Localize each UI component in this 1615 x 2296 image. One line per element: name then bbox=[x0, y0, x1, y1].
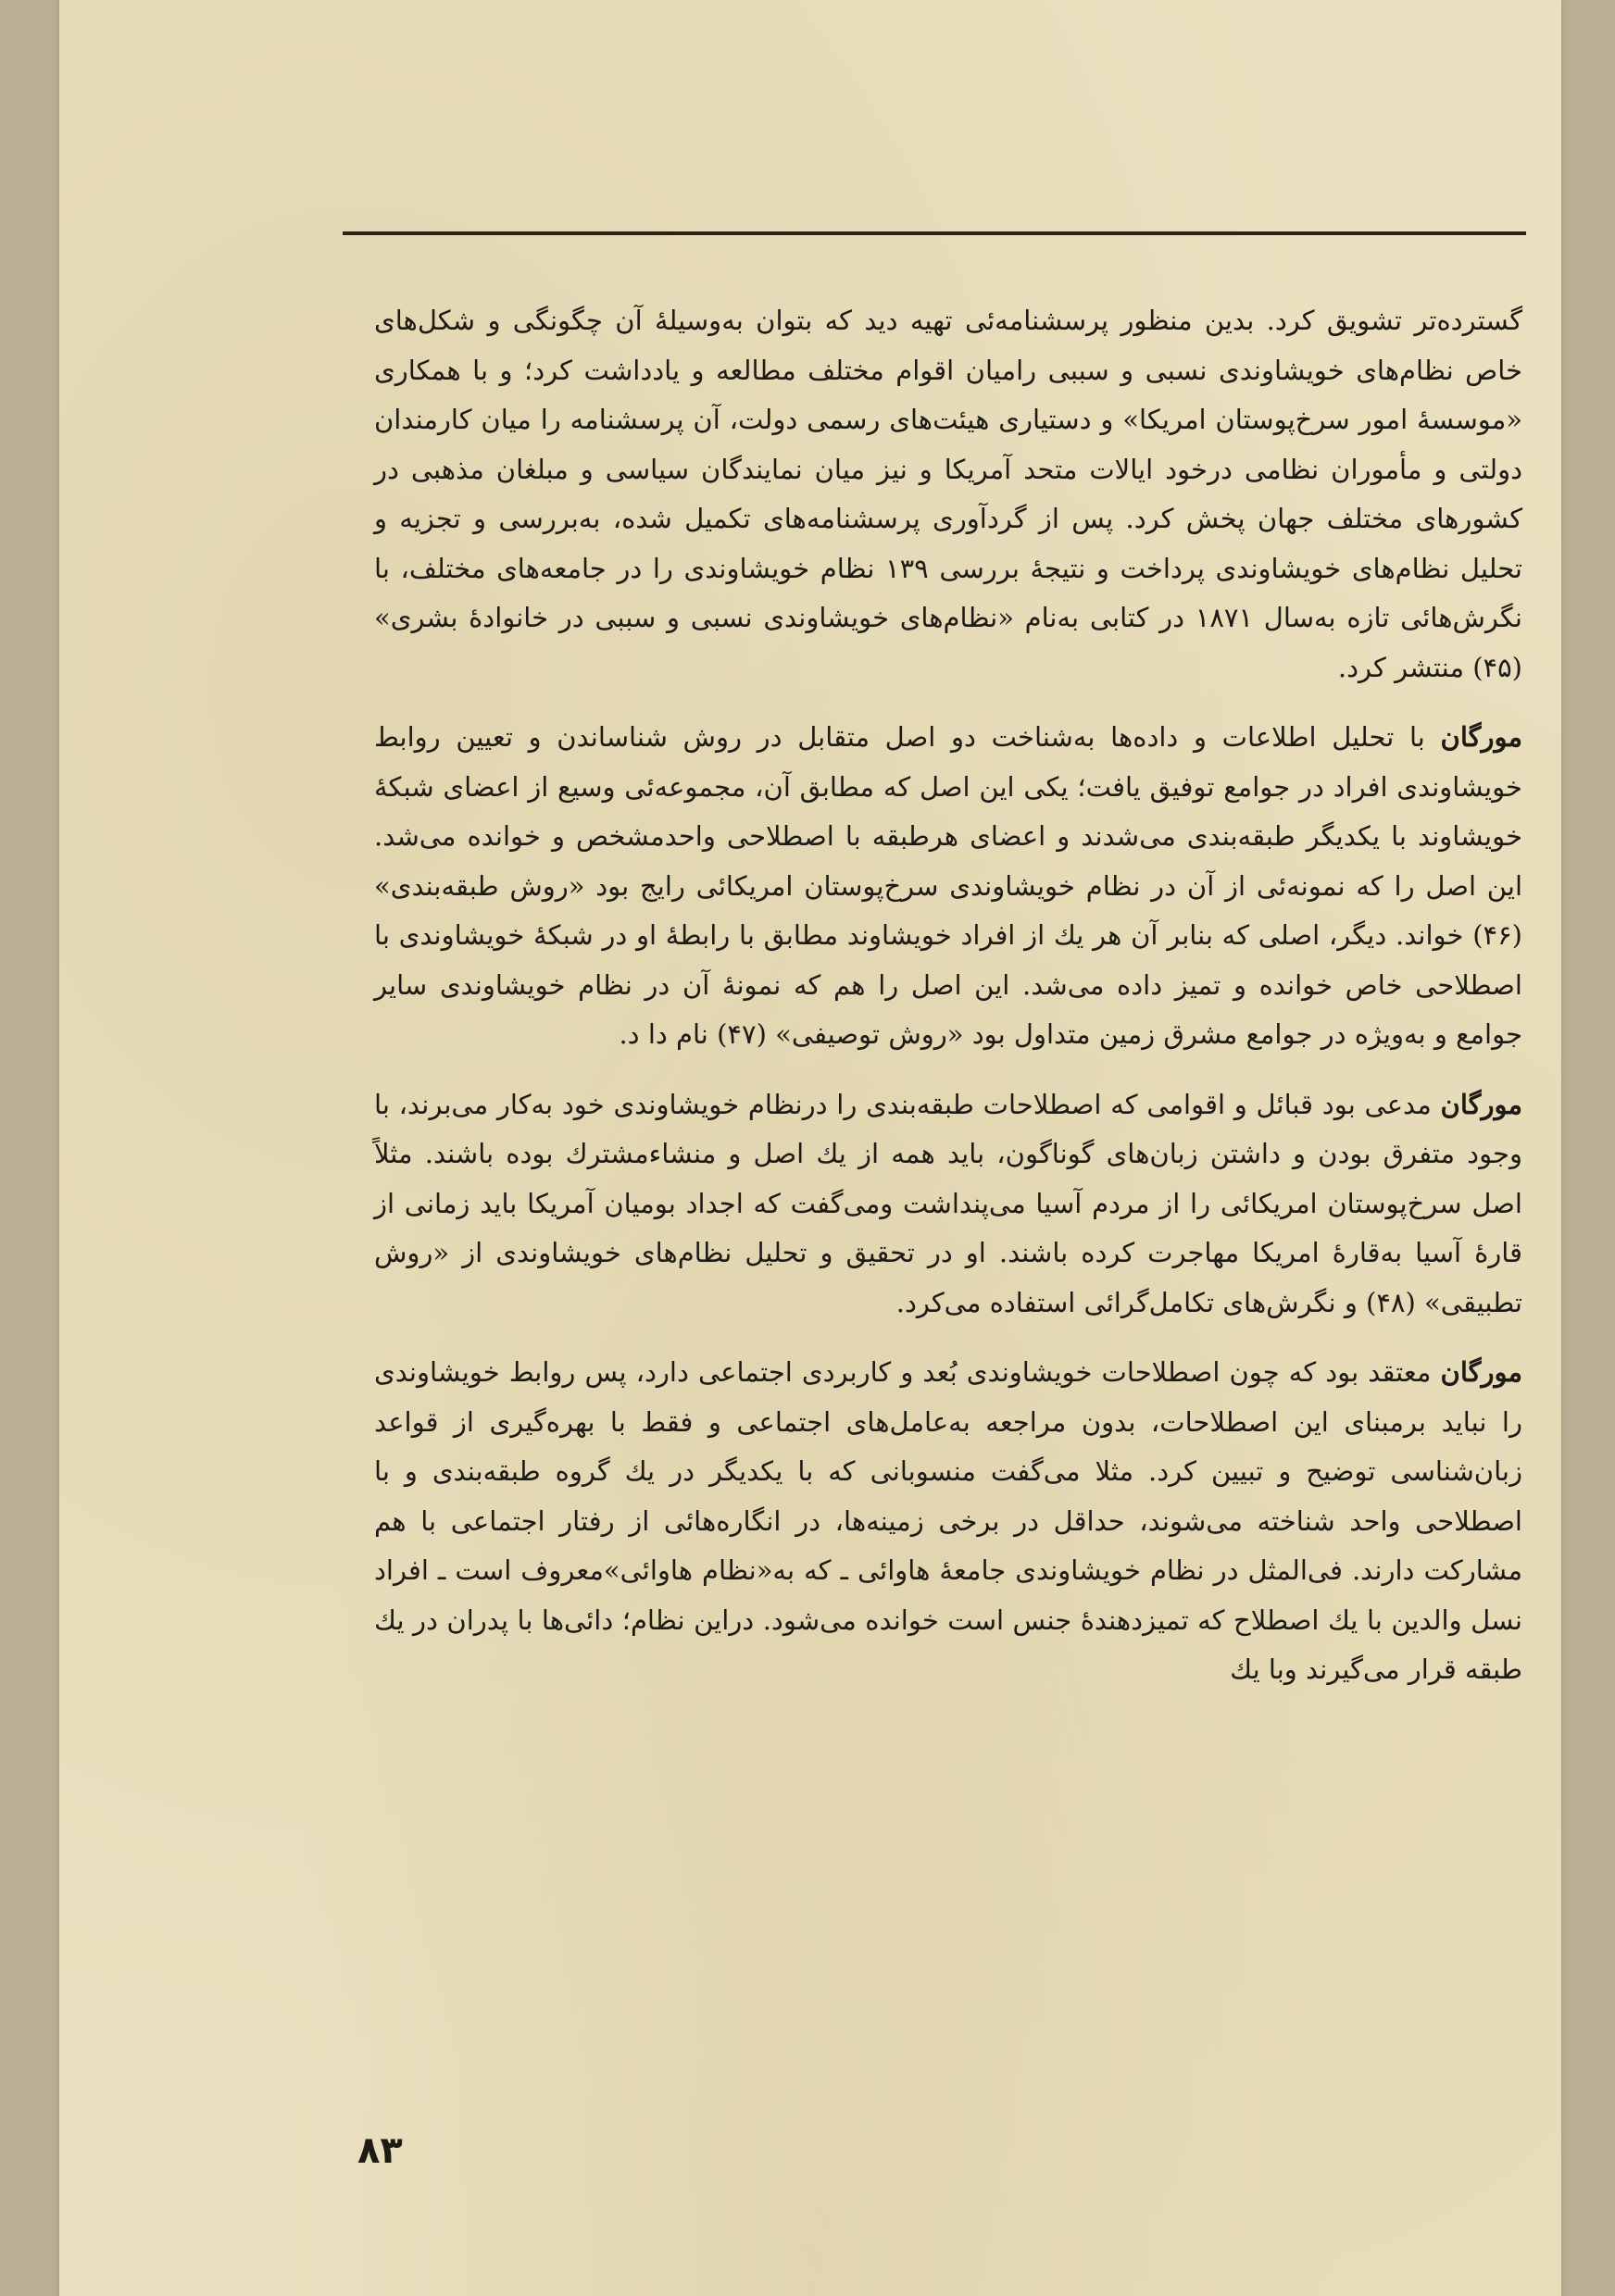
header-rule bbox=[343, 231, 1526, 235]
paragraph-3 bbox=[374, 1080, 1522, 1329]
book-page bbox=[59, 0, 1561, 2296]
paragraph-2 bbox=[374, 713, 1522, 1060]
paragraph-3-lead: مورگان bbox=[1440, 1088, 1522, 1120]
paragraph-3-text: مدعی بود قبائل و اقوامی که اصطلاحات طبقه‌بندی را درنظام خویشاوندی خود به‌کار می‌برند، با وجود متفرق بودن و داشتن زبان‌های گوناگون، باید همه از یك اصل و منشاءمشترك بوده باشند. مثلاً اصل سرخ‌پوستان امریکائی را از مردم آسیا می‌پنداشت ومی‌گفت که اجداد بومیان آمریکا باید زمانی از قارهٔ آسیا به‌قارهٔ امریکا مهاجرت کرده باشند. او در تحقیق و تحلیل نظام‌های خویشاوندی از «روش تطبیقی» (۴۸) و نگرش‌های تکامل‌گرائی استفاده می‌کرد. bbox=[374, 1088, 1522, 1318]
paragraph-2-text: با تحلیل اطلاعات و داده‌ها به‌شناخت دو اصل متقابل در روش شناساندن و تعیین روابط خویشاوندی افراد در جوامع توفیق یافت؛ یکی این اصل که مطابق آن، مجموعه‌ئی وسیع از اعضای شبکهٔ خویشاوند با یکدیگر طبقه‌بندی می‌شدند و اعضای هرطبقه با اصطلاحی واحدمشخص و خوانده می‌شد. این اصل را که نمونه‌ئی از آن در نظام خویشاوندی سرخ‌پوستان امریکائی رایج بود «روش طبقه‌بندی» (۴۶) خواند. دیگر، اصلی که بنابر آن هر یك از افراد خویشاوند مطابق با رابطهٔ او در شبکهٔ خویشاوندی با اصطلاحی خاص خوانده و تمیز داده می‌شد. این اصل را هم که نمونهٔ آن در نظام خویشاوندی سایر جوامع و به‌ویژه در جوامع مشرق زمین متداول بود «روش توصیفی» (۴۷) نام دا د. bbox=[374, 721, 1522, 1050]
paragraph-2-lead: مورگان bbox=[1440, 721, 1523, 753]
page-number: ۸۳ bbox=[357, 2129, 403, 2172]
paragraph-1-text: گسترده‌تر تشویق کرد. بدین منظور پرسشنامه‌ئی تهیه دید که بتوان به‌وسیلهٔ آن چگونگی و شکل‌های خاص نظام‌های خویشاوندی نسبی و سببی رامیان اقوام مختلف مطالعه و یادداشت کرد؛ و با همکاری «موسسهٔ امور سرخ‌پوستان امریکا» و دستیاری هیئت‌های رسمی دولت، آن پرسشنامه را میان کارمندان دولتی و مأموران نظامی درخود ایالات متحد آمریکا و نیز میان نمایندگان سیاسی و مبلغان مذهبی در کشورهای مختلف جهان پخش کرد. پس از گردآوری پرسشنامه‌های تکمیل شده، به‌بررسی و تجزیه و تحلیل نظام‌های خویشاوندی پرداخت و نتیجهٔ بررسی ۱۳۹ نظام خویشاوندی را در جامعه‌های مختلف، با نگرش‌هائی تازه به‌سال ۱۸۷۱ در کتابی به‌نام «نظام‌های خویشاوندی نسبی و سببی در خانوادهٔ بشری» (۴۵) منتشر کرد. bbox=[374, 305, 1522, 683]
paragraph-1 bbox=[374, 296, 1522, 693]
paragraph-4-text: معتقد بود که چون اصطلاحات خویشاوندی بُعد و کاربردی اجتماعی دارد، پس روابط خویشاوندی را نباید برمبنای این اصطلاحات، بدون مراجعه به‌عامل‌های اجتماعی و فقط با بهره‌گیری از قواعد زبان‌شناسی توضیح و تبیین کرد. مثلا می‌گفت منسوبانی که با یکدیگر در یك گروه طبقه‌بندی و با اصطلاحی واحد شناخته می‌شوند، حداقل در برخی زمینه‌ها، در انگاره‌هائی از رفتار اجتماعی با هم مشارکت دارند. فی‌المثل در نظام خویشاوندی جامعهٔ هاوائی ـ که به«نظام هاوائی»معروف است ـ افراد نسل والدین با یك اصطلاح که تمیزدهندهٔ جنس است خوانده می‌شود. دراین نظام؛ دائی‌ها با پدران در یك طبقه قرار می‌گیرند وبا یك bbox=[374, 1356, 1522, 1685]
paragraph-4-lead: مورگان bbox=[1440, 1356, 1522, 1388]
body-text bbox=[374, 296, 1522, 1695]
paragraph-4 bbox=[374, 1348, 1522, 1695]
